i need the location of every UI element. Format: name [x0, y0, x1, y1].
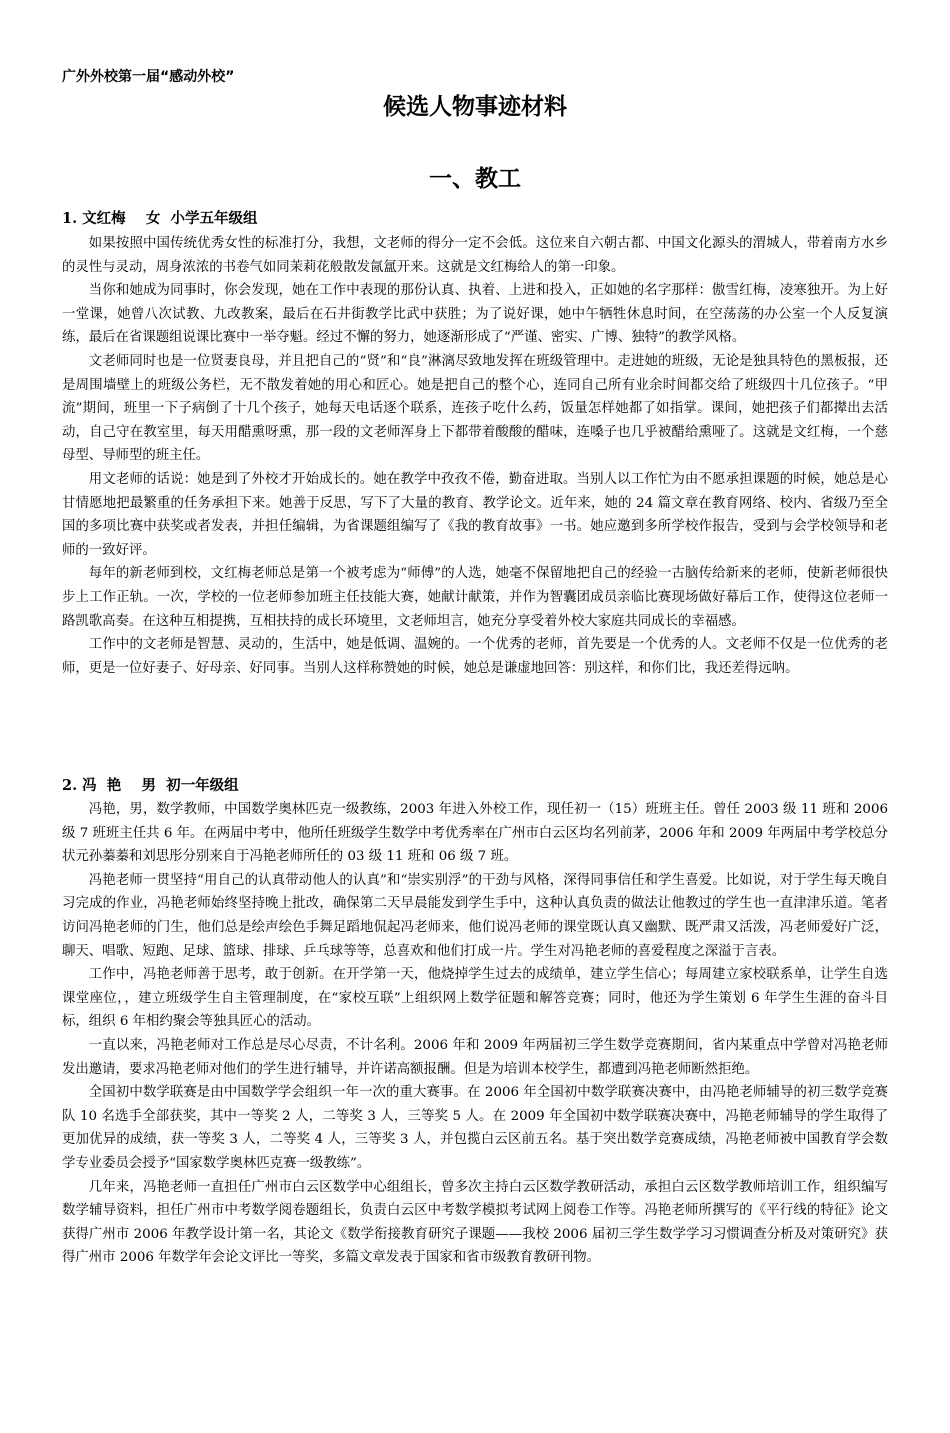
paragraph: 工作中的文老师是智慧、灵动的，生活中，她是低调、温婉的。一个优秀的老师，首先要是一个优秀的人。文老师不仅是一位优秀的老师，更是一位好妻子、好母亲、好同事。当别人这样称赞她的时候，她总是谦虚地回答：别这样，和你们比，我还差得远呐。	[62, 637, 888, 676]
person-body-1	[62, 232, 888, 680]
person-heading-1: 1. 文红梅 女 小学五年级组	[62, 210, 258, 227]
paragraph: 用文老师的话说：她是到了外校才开始成长的。她在教学中孜孜不倦，勤奋进取。当别人以工作忙为由不愿承担课题的时候，她总是心甘情愿地把最繁重的任务承担下来。她善于反思，写下了大量的教育、教学论文。近年来，她的 24 篇文章在教育网络、校内、省级乃至全国的多项比赛中获奖或者发表，并担任编辑，为省课题组编写了《我的教育故事》一书。她应邀到多所学校作报告，受到与会学校领导和老师的一致好评。	[62, 471, 888, 558]
paragraph: 每年的新老师到校，文红梅老师总是第一个被考虑为“师傅”的人选，她毫不保留地把自己的经验一古脑传给新来的老师，使新老师很快步上工作正轨。一次，学校的一位老师参加班主任技能大赛，她献计献策，并作为智囊团成员亲临比赛现场做好幕后工作，使得这位老师一路凯歌高奏。在这种互相提携，互相扶持的成长环境里，文老师坦言，她充分享受着外校大家庭共同成长的幸福感。	[62, 566, 888, 629]
paragraph: 文老师同时也是一位贤妻良母，并且把自己的“贤”和“良”淋漓尽致地发挥在班级管理中。走进她的班级，无论是独具特色的黑板报，还是周围墙壁上的班级公务栏，无不散发着她的用心和匠心。她是把自己的整个心，连同自己所有业余时间都交给了班级四十几位孩子。“甲流”期间，班里一下子病倒了十几个孩子，她每天电话逐个联系，连孩子吃什么药，饭量怎样她都了如指掌。课间，她把孩子们都撵出去活动，自己守在教室里，每天用醋熏呀熏，那一段的文老师浑身上下都带着酸酸的醋味，连嗓子也几乎被醋给熏哑了。这就是文红梅，一个慈母型、导师型的班主任。	[62, 353, 888, 464]
document-header: 广外外校第一届“感动外校”	[62, 69, 235, 85]
paragraph: 冯艳，男，数学教师，中国数学奥林匹克一级教练，2003 年进入外校工作，现任初一（15）班班主任。曾任 2003 级 11 班和 2006 级 7 班班主任共 6 年。在两届中考中，他所任班级学生数学中考优秀率在广州市白云区均名列前茅，2006 年和 2009 年两届中考学校总分状元孙蓁蓁和刘思彤分别来自于冯艳老师所任的 03 级 11 班和 06 级 7 班。	[62, 802, 888, 865]
person-body-2	[62, 798, 888, 1270]
paragraph: 一直以来，冯艳老师对工作总是尽心尽责，不计名利。2006 年和 2009 年两届初三学生数学竞赛期间，省内某重点中学曾对冯艳老师发出邀请，要求冯艳老师对他们的学生进行辅导，并许诺高额报酬。但是为培训本校学生，都遭到冯艳老师断然拒绝。	[62, 1037, 888, 1077]
person-heading-2: 2. 冯 艳 男 初一年级组	[62, 777, 239, 794]
paragraph: 如果按照中国传统优秀女性的标准打分，我想，文老师的得分一定不会低。这位来自六朝古都、中国文化源头的渭城人，带着南方水乡的灵性与灵动，周身浓浓的书卷气如同茉莉花般散发氤氲开来。这就是文红梅给人的第一印象。	[62, 236, 888, 275]
document-title: 候选人物事迹材料	[383, 94, 567, 120]
section-title: 一、教工	[429, 166, 521, 192]
paragraph: 工作中，冯艳老师善于思考，敢于创新。在开学第一天，他烧掉学生过去的成绩单，建立学生信心；每周建立家校联系单，让学生自选课堂座位，，建立班级学生自主管理制度，在“家校互联”上组织网上数学征题和解答竞赛；同时，他还为学生策划 6 年学生生涯的奋斗目标，组织 6 年相约聚会等独具匠心的活动。	[62, 967, 888, 1030]
paragraph: 当你和她成为同事时，你会发现，她在工作中表现的那份认真、执着、上进和投入，正如她的名字那样：傲雪红梅，凌寒独开。为上好一堂课，她曾八次试教、九改教案，最后在石井街教学比武中获胜；为了说好课，她中午牺牲休息时间，在空荡荡的办公室一个人反复演练，最后在省课题组说课比赛中一举夺魁。经过不懈的努力，她逐渐形成了“严谨、密实、广博、独特”的教学风格。	[62, 283, 888, 346]
paragraph: 全国初中数学联赛是由中国数学学会组织一年一次的重大赛事。在 2006 年全国初中数学联赛决赛中，由冯艳老师辅导的初三数学竞赛队 10 名选手全部获奖，其中一等奖 2 人，二等奖 3 人，三等奖 5 人。在 2009 年全国初中数学联赛决赛中，冯艳老师辅导的学生取得了更加优异的成绩，获一等奖 3 人，二等奖 4 人，三等奖 3 人，并包揽白云区前五名。基于突出数学竞赛成绩，冯艳老师被中国教育学会数学专业委员会授予“国家数学奥林匹克赛一级教练”。	[62, 1085, 888, 1171]
paragraph: 几年来，冯艳老师一直担任广州市白云区数学中心组组长，曾多次主持白云区数学教研活动，承担白云区数学教师培训工作，组织编写数学辅导资料，担任广州市中考数学阅卷题组长，负责白云区中考数学模拟考试网上阅卷工作等。冯艳老师所撰写的《平行线的特征》论文获得广州市 2006 年教学设计第一名，其论文《数学衔接教育研究子课题——我校 2006 届初三学生数学学习习惯调查分析及对策研究》获得广州市 2006 年数学年会论文评比一等奖，多篇文章发表于国家和省市级教育教研刊物。	[62, 1179, 888, 1266]
paragraph: 冯艳老师一贯坚持“用自己的认真带动他人的认真”和“崇实别浮”的干劲与风格，深得同事信任和学生喜爱。比如说，对于学生每天晚自习完成的作业，冯艳老师始终坚持晚上批改，确保第二天早晨能发到学生手中，这种认真负责的做法让他教过的学生也一直津津乐道。笔者访问冯艳老师的门生，他们总是绘声绘色手舞足蹈地侃起冯老师来，他们说冯老师的课堂既认真又幽默、既严肃又活泼，冯老师爱好广泛，聊天、唱歌、短跑、足球、篮球、排球、乒乓球等等，总喜欢和他们打成一片。学生对冯艳老师的喜爱程度之深溢于言表。	[62, 872, 888, 959]
